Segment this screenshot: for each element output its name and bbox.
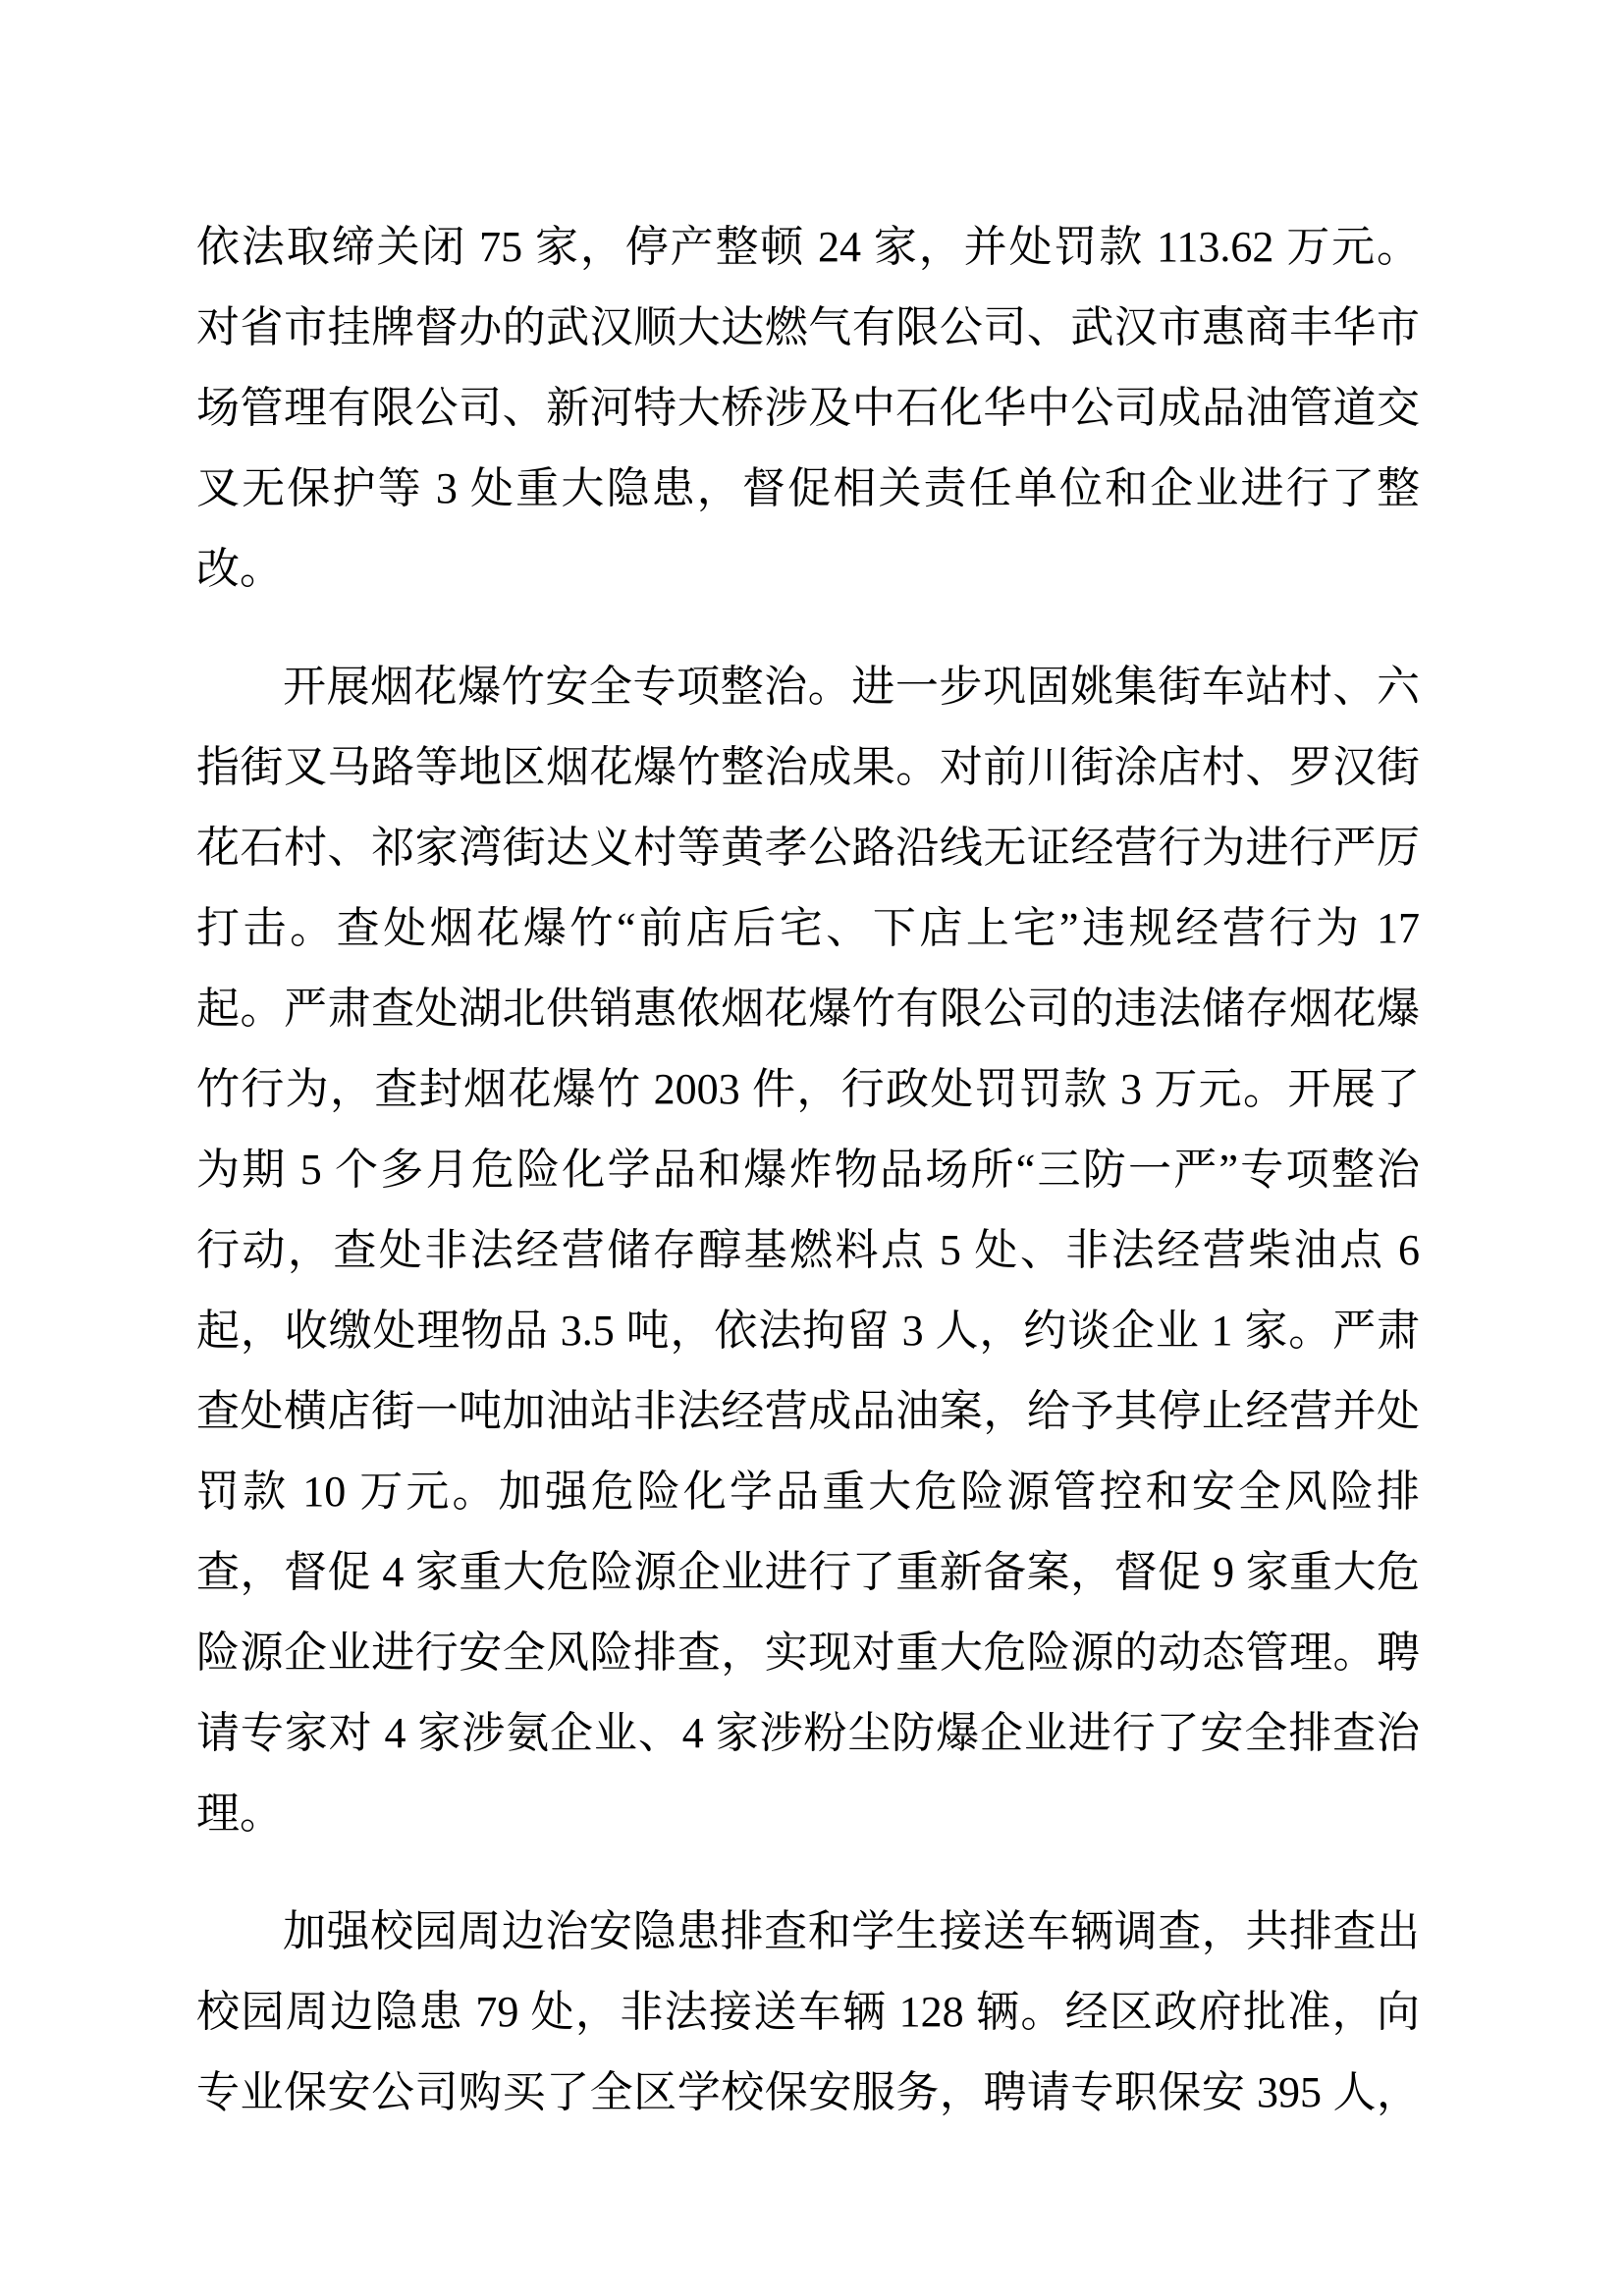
text-line: 为期 5 个多月危险化学品和爆炸物品场所“三防一严”专项整治 [196, 1146, 1420, 1194]
text-line: 查，督促 4 家重大危险源企业进行了重新备案，督促 9 家重大危 [196, 1548, 1420, 1596]
text-line: 理。 [196, 1789, 283, 1838]
text-line: 起。严肃查处湖北供销惠侬烟花爆竹有限公司的违法储存烟花爆 [196, 985, 1420, 1033]
text-line: 竹行为，查封烟花爆竹 2003 件，行政处罚罚款 3 万元。开展了 [196, 1065, 1420, 1113]
document-body [196, 207, 1420, 2133]
paragraph-2 [196, 647, 1420, 1854]
text-line: 花石村、祁家湾街达义村等黄孝公路沿线无证经营行为进行严厉 [196, 824, 1420, 872]
text-line: 打击。查处烟花爆竹“前店后宅、下店上宅”违规经营行为 17 [196, 904, 1420, 952]
text-line: 罚款 10 万元。加强危险化学品重大危险源管控和安全风险排 [196, 1468, 1420, 1516]
text-line: 改。 [196, 545, 283, 593]
text-line: 对省市挂牌督办的武汉顺大达燃气有限公司、武汉市惠商丰华市 [196, 303, 1420, 351]
text-line: 加强校园周边治安隐患排查和学生接送车辆调查，共排查出 [283, 1907, 1420, 1955]
text-line: 依法取缔关闭 75 家，停产整顿 24 家，并处罚款 113.62 万元。 [196, 223, 1420, 271]
text-line: 起，收缴处理物品 3.5 吨，依法拘留 3 人，约谈企业 1 家。严肃 [196, 1307, 1420, 1355]
text-line: 行动，查处非法经营储存醇基燃料点 5 处、非法经营柴油点 6 [196, 1226, 1420, 1274]
text-line: 叉无保护等 3 处重大隐患，督促相关责任单位和企业进行了整 [196, 464, 1420, 512]
text-line: 请专家对 4 家涉氨企业、4 家涉粉尘防爆企业进行了安全排查治 [196, 1709, 1420, 1757]
text-line: 专业保安公司购买了全区学校保安服务，聘请专职保安 395 人， [196, 2068, 1420, 2116]
paragraph-1 [196, 207, 1420, 610]
text-line: 查处横店街一吨加油站非法经营成品油案，给予其停止经营并处 [196, 1387, 1420, 1435]
text-line: 开展烟花爆竹安全专项整治。进一步巩固姚集街车站村、六 [283, 663, 1420, 711]
text-line: 校园周边隐患 79 处，非法接送车辆 128 辆。经区政府批准，向 [196, 1988, 1420, 2036]
text-line: 场管理有限公司、新河特大桥涉及中石化华中公司成品油管道交 [196, 384, 1420, 432]
text-line: 指街叉马路等地区烟花爆竹整治成果。对前川街涂店村、罗汉街 [196, 743, 1420, 791]
paragraph-3 [196, 1892, 1420, 2133]
text-line: 险源企业进行安全风险排查，实现对重大危险源的动态管理。聘 [196, 1629, 1420, 1677]
